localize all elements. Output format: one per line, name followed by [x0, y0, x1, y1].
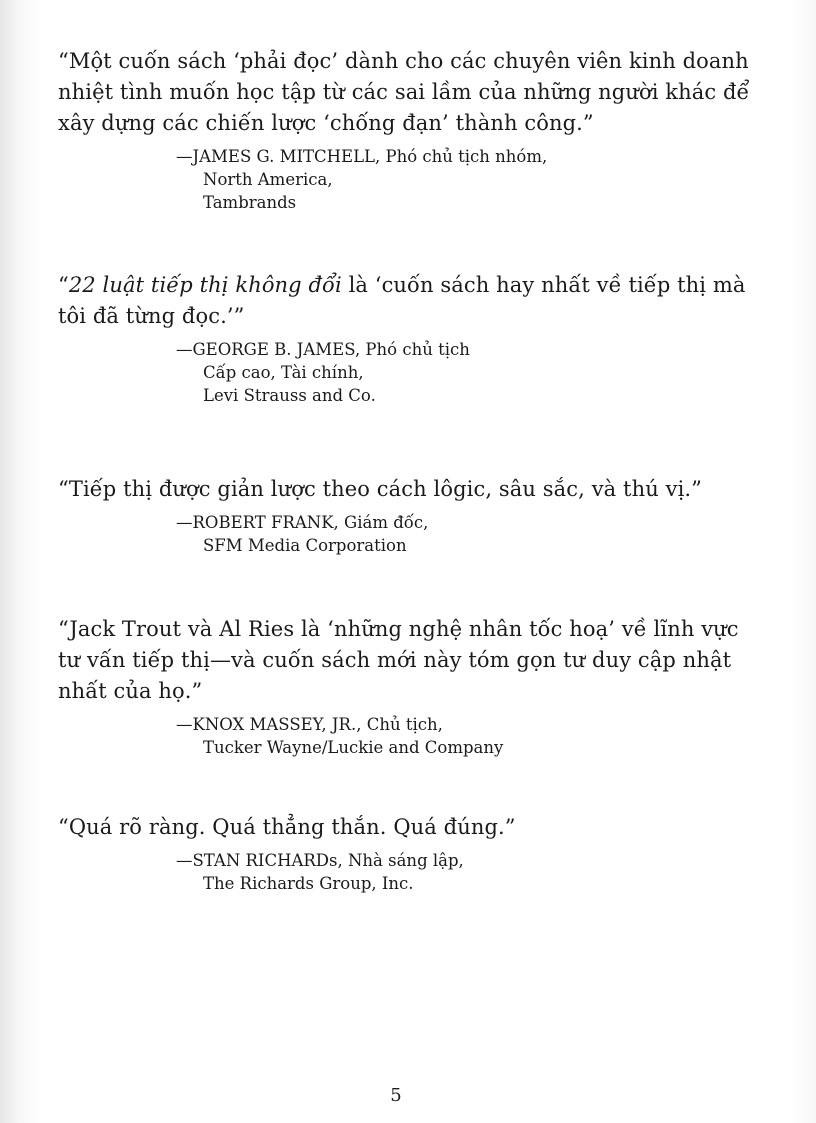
attribution-title: Cấp cao, Tài chính, [203, 363, 364, 382]
testimonial-5-attribution [176, 849, 758, 895]
testimonial-5-text: “Quá rõ ràng. Quá thẳng thắn. Quá đúng.” [58, 815, 516, 839]
testimonial-1-text: “Một cuốn sách ‘phải đọc’ dành cho các chuyên viên kinh doanh nhiệt tình muốn học tập từ các sai lầm của những người khác để xây dựng các chiến lược ‘chống đạn’ thành công.” [58, 49, 750, 135]
testimonial-2 [58, 270, 758, 407]
testimonial-3-attribution [176, 511, 758, 557]
page-number: 5 [390, 1085, 402, 1106]
testimonial-2-text [58, 270, 758, 332]
attribution-company: The Richards Group, Inc. [203, 874, 414, 893]
quote-remainder: là ‘cuốn sách hay nhất về tiếp thị mà tôi đã từng đọc.’” [58, 273, 746, 328]
testimonial-3 [58, 474, 758, 557]
testimonial-1-attribution [176, 145, 758, 214]
testimonial-4 [58, 614, 758, 759]
book-title: 22 luật tiếp thị không đổi [68, 273, 342, 297]
attribution-company: Tucker Wayne/Luckie and Company [203, 738, 504, 757]
testimonial-2-attribution [176, 338, 758, 407]
testimonial-5 [58, 812, 758, 895]
attribution-company: Tambrands [203, 193, 297, 212]
attribution-name: —STAN RICHARDs, Nhà sáng lập, [176, 851, 464, 870]
testimonial-3-text: “Tiếp thị được giản lược theo cách lôgic, sâu sắc, và thú vị.” [58, 477, 703, 501]
attribution-name: —ROBERT FRANK, Giám đốc, [176, 513, 429, 532]
testimonial-4-text: “Jack Trout và Al Ries là ‘những nghệ nhân tốc hoạ’ về lĩnh vực tư vấn tiếp thị—và cuốn sách mới này tóm gọn tư duy cập nhật nhất của họ.” [58, 617, 739, 703]
quote-open-mark: “ [58, 273, 69, 297]
attribution-name: —KNOX MASSEY, JR., Chủ tịch, [176, 715, 443, 734]
testimonial-4-attribution [176, 713, 758, 759]
attribution-name: —GEORGE B. JAMES, Phó chủ tịch [176, 340, 470, 359]
attribution-name: —JAMES G. MITCHELL, Phó chủ tịch nhóm, [176, 147, 548, 166]
testimonial-1 [58, 46, 758, 214]
attribution-title: North America, [203, 170, 333, 189]
attribution-company: SFM Media Corporation [203, 536, 407, 555]
attribution-company: Levi Strauss and Co. [203, 386, 376, 405]
